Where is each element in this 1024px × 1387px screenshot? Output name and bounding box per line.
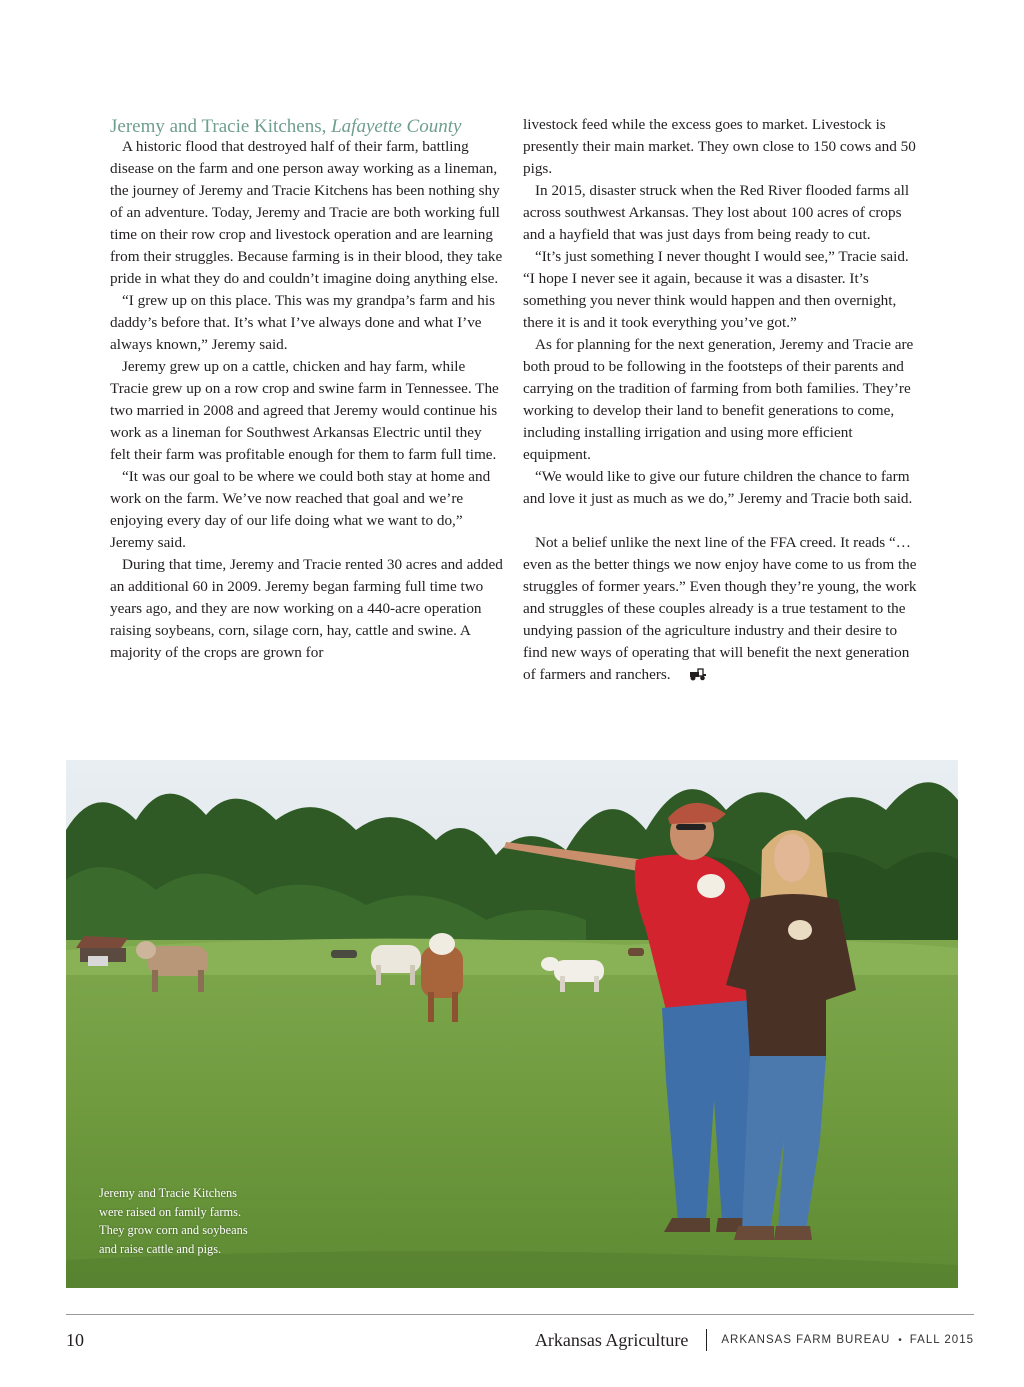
paragraph-continued: livestock feed while the excess goes to market. Livestock is presently their main market. They own close to 150 cows and 50 pigs.	[523, 116, 916, 177]
paragraph: “We would like to give our future children the chance to farm and love it just as much as we do,” Jeremy and Tracie both said.	[523, 468, 913, 507]
farm-photo	[66, 760, 958, 1288]
paragraph: During that time, Jeremy and Tracie rented 30 acres and added an additional 60 in 2009. Jeremy began farming full time two years ago, and they are now working on a 440-acre operation raising soybeans, corn, silage corn, hay, cattle and swine. A majority of the crops are grown for	[110, 556, 503, 661]
paragraph: As for planning for the next generation, Jeremy and Tracie are both proud to be following in the footsteps of their parents and carrying on the tradition of farming from both families. They’re working to develop their land to benefit generations to come, including installing irrigation and using more efficient equipment.	[523, 336, 914, 463]
publisher-name: ARKANSAS FARM BUREAU	[721, 1334, 891, 1346]
paragraph: In 2015, disaster struck when the Red River flooded farms all across southwest Arkansas. They lost about 100 acres of crops and a hayfield that was just days from being ready to cut.	[523, 182, 910, 243]
page-number: 10	[66, 1330, 84, 1350]
paragraph: A historic flood that destroyed half of their farm, battling disease on the farm and one person away working as a lineman, the journey of Jeremy and Tracie Kitchens has been nothing shy of an adventure. Today, Jeremy and Tracie are both working full time on their row crop and livestock operation and are learning from their struggles. Because farming is in their blood, they take pride in what they do and couldn’t imagine doing anything else.	[110, 138, 503, 287]
caption-line: Jeremy and Tracie Kitchens	[99, 1186, 237, 1200]
magazine-title: Arkansas Agriculture	[534, 1329, 689, 1350]
paragraph-final-text: Not a belief unlike the next line of the FFA creed. It reads “…even as the better things we now enjoy have come to us from the struggles of former years.” Even though they’re young, the work and struggles of these couples already is a true testament to the undying passion of the agriculture industry and their desire to find new ways of operating that will benefit the next generation of farmers and ranchers.	[523, 534, 917, 683]
article-left-column	[110, 114, 505, 664]
paragraph: “It’s just something I never thought I would see,” Tracie said. “I hope I never see it again, because it was a disaster. It’s something you never think would happen and then overnight, there it is and it took everything you’ve got.”	[523, 248, 909, 331]
caption-line: and raise cattle and pigs.	[99, 1241, 222, 1256]
byline-name: Jeremy and Tracie Kitchens,	[110, 116, 327, 137]
footer-divider	[706, 1329, 707, 1351]
footer-masthead	[535, 1329, 974, 1351]
paragraph: “It was our goal to be where we could both stay at home and work on the farm. We’ve now reached that goal and we’re enjoying every day of our life doing what we want to do,” Jeremy said.	[110, 468, 491, 551]
article-right-column	[523, 114, 918, 688]
caption-line: They grow corn and soybeans	[99, 1223, 248, 1237]
photo-caption	[99, 1184, 274, 1258]
footer-rule	[66, 1314, 974, 1315]
caption-line: were raised on family farms.	[99, 1204, 242, 1219]
paragraph: “I grew up on this place. This was my grandpa’s farm and his daddy’s before that. It’s what I’ve always done and what I’ve always known,” Jeremy said.	[110, 292, 495, 353]
paragraph-final	[523, 532, 918, 688]
paragraph: Jeremy grew up on a cattle, chicken and hay farm, while Tracie grew up on a row crop and swine farm in Tennessee. The two married in 2008 and agreed that Jeremy would continue his work as a lineman for Southwest Arkansas Electric until they felt their farm was profitable enough for them to farm full time.	[110, 358, 499, 463]
byline-county: Lafayette County	[331, 116, 462, 137]
paragraph-spacer	[523, 510, 918, 532]
bullet-separator: •	[898, 1334, 902, 1346]
issue-date: FALL 2015	[909, 1334, 974, 1346]
tractor-end-icon	[677, 666, 707, 688]
